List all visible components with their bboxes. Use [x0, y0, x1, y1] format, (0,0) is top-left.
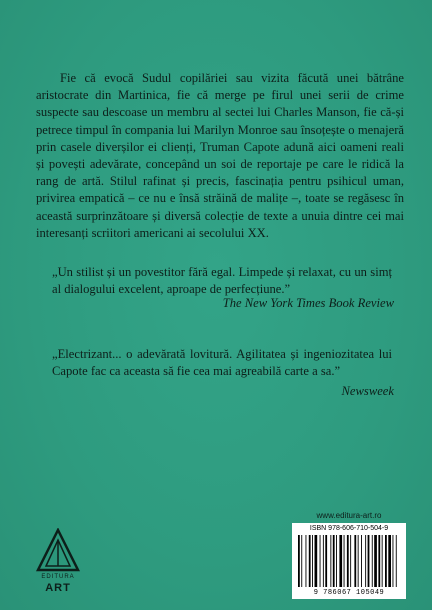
- barcode-bar: [344, 535, 345, 587]
- barcode-bar: [374, 535, 377, 587]
- barcode-bar: [378, 535, 380, 587]
- barcode-bar: [306, 535, 307, 587]
- barcode-bar: [385, 535, 387, 587]
- barcode-icon: [298, 535, 400, 587]
- publisher-label: EDITURA: [41, 574, 75, 580]
- barcode-bar: [309, 535, 311, 587]
- review-quote-2: „Electrizant... o adevărată lovitură. Agilitatea și ingeniozitatea lui Capote fac ca aceasta să fie cea mai agreabilă carte a sa.”: [52, 347, 392, 378]
- barcode-bar: [323, 535, 324, 587]
- barcode-bar: [365, 535, 366, 587]
- barcode-bar: [382, 535, 383, 587]
- barcode-bar: [388, 535, 391, 587]
- barcode-bar: [347, 535, 349, 587]
- review-quote-1: „Un stilist și un povestitor fără egal. Limpede și relaxat, cu un simț al dialogului excelent, aproape de perfecțiune.”: [52, 265, 392, 296]
- barcode-bar: [320, 535, 321, 587]
- barcode-bar: [350, 535, 351, 587]
- barcode-bar: [330, 535, 331, 587]
- publisher-name: ART: [45, 582, 71, 594]
- barcode-digits: 9 786067 105049: [313, 589, 385, 597]
- barcode-bar: [301, 535, 302, 587]
- barcode-bar: [325, 535, 327, 587]
- barcode-bar: [336, 535, 337, 587]
- barcode-bar: [372, 535, 373, 587]
- barcode-bar: [396, 535, 397, 587]
- barcode-bar: [298, 535, 300, 587]
- isbn-label: ISBN 978-606-710-504-9: [309, 525, 389, 532]
- barcode-bar: [315, 535, 318, 587]
- review-source-2: Newsweek: [341, 384, 394, 398]
- barcode-bar: [358, 535, 359, 587]
- barcode-bar: [312, 535, 313, 587]
- barcode-bar: [393, 535, 394, 587]
- barcode-bar: [339, 535, 342, 587]
- barcode-bar: [333, 535, 335, 587]
- book-description: Fie că evocă Sudul copilăriei sau vizita făcută unei bătrâne aristocrate din Martinica, fie că merge pe firul unei serii de crime suspecte sau descoase un membru al sectei lui Charles Manson, fie că-și petrece timpul în compania lui Marilyn Monroe sau însoțește o menajeră prin casele diverșilor ei clienți, Truman Capote adună aici oameni reali și povești adevărate, concepând un soi de reportaje pe care le ridică la rang de artă. Stilul rafinat și precis, fascinația pentru psihicul uman, privirea empatică – ce nu e însă străină de malițe –, toate se regăsesc în această surprinzătoare și diversă colecție de texte a unuia dintre cei mai interesanți scriitori americani ai secolului XX.: [36, 71, 404, 240]
- barcode-bar: [368, 535, 370, 587]
- review-source-1: The New York Times Book Review: [222, 296, 394, 310]
- barcode-bar: [361, 535, 362, 587]
- barcode-panel: [292, 523, 406, 599]
- publisher-url: www.editura-art.ro: [316, 511, 382, 520]
- barcode-bar: [354, 535, 356, 587]
